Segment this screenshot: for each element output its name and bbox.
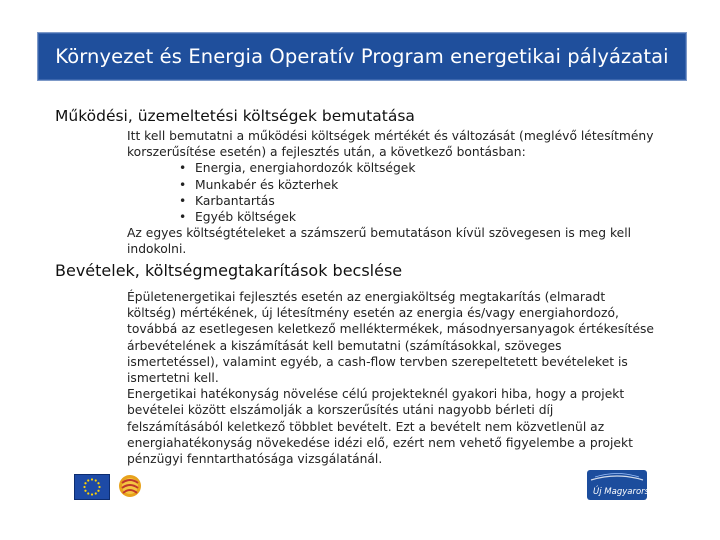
- body-line: ismertetéssel), valamint egyéb, a cash-flow tervben szerepeltetett bevételeket is: [127, 354, 628, 369]
- body-line: felszámításából keletkező többlet bevételt. Ezt a bevételt nem közvetlenül az: [127, 419, 605, 434]
- body-line: Itt kell bemutatni a működési költségek mértékét és változását (meglévő létesítmény: [127, 129, 654, 143]
- body-line: energiahatékonyság növekedése idézi elő, ezért nem vehető figyelembe a projekt: [127, 435, 633, 450]
- body-line: ismertetni kell.: [127, 371, 219, 386]
- eu-star-icon: [97, 482, 99, 484]
- bullet-item: • Egyéb költségek: [179, 209, 697, 225]
- eu-star-icon: [95, 479, 97, 481]
- eu-star-icon: [95, 492, 97, 494]
- eu-star-icon: [98, 486, 100, 488]
- eu-star-icon: [84, 482, 86, 484]
- logo-text: Új Magyarország: [593, 487, 665, 497]
- section-heading-operating-costs: Működési, üzemeltetési költségek bemutatása: [55, 107, 415, 125]
- bullet-item: • Karbantartás: [179, 193, 697, 209]
- eu-star-icon: [87, 479, 89, 481]
- section-heading-revenues: Bevételek, költségmegtakarítások becslése: [55, 261, 403, 280]
- eu-star-icon: [83, 486, 85, 488]
- cost-bullet-list: [127, 160, 697, 225]
- body-line: költség) mértékének, új létesítmény esetén az energia és/vagy energiahordozó,: [127, 306, 619, 321]
- eu-star-icon: [91, 478, 93, 480]
- body-line: továbbá az esetlegesen keletkező melléktermékek, másodnyersanyagok értékesítése: [127, 322, 654, 337]
- operating-costs-body: [127, 128, 697, 258]
- title-bar: [37, 32, 687, 81]
- body-line: Az egyes költségtételeket a számszerű bemutatáson kívül szövegesen is meg kell: [127, 226, 632, 241]
- body-line: Energetikai hatékonyság növelése célú projekteknél gyakori hiba, hogy a projekt: [127, 387, 625, 402]
- body-line: Épületenergetikai fejlesztés esetén az energiaköltség megtakarítás (elmaradt: [127, 290, 606, 304]
- body-line: árbevételének a kiszámítását kell bemutatni (számításokkal, szöveges: [127, 338, 562, 353]
- body-line: pénzügyi fenntarthatósága vizsgálatánál.: [127, 452, 383, 467]
- slide-title: Környezet és Energia Operatív Program energetikai pályázatai: [55, 45, 669, 68]
- body-line: korszerűsítése esetén) a fejlesztés után, a következő bontásban:: [127, 145, 526, 160]
- uj-magyarorszag-logo: [587, 470, 665, 500]
- eu-star-icon: [97, 490, 99, 492]
- eu-star-icon: [84, 490, 86, 492]
- body-line: bevételei között elszámolják a korszerűsítés utáni nagyobb bérleti díj: [127, 403, 554, 418]
- eu-star-icon: [91, 493, 93, 495]
- bullet-item: • Munkabér és közterhek: [179, 177, 697, 193]
- bullet-item: • Energia, energiahordozók költségek: [179, 160, 697, 176]
- eu-star-icon: [87, 492, 89, 494]
- revenues-body: [127, 289, 697, 467]
- body-line: indokolni.: [127, 242, 187, 257]
- eu-flag-icon: [74, 474, 110, 500]
- cohesion-fund-seal-icon: [118, 473, 142, 499]
